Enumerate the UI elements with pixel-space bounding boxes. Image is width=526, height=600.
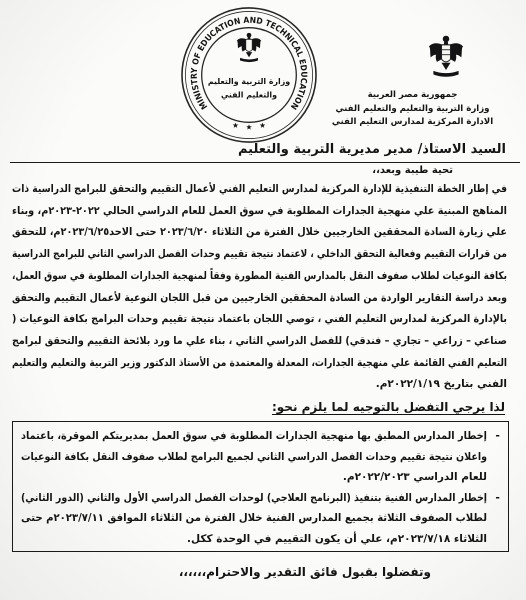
body-line: صناعي – زراعي – تجاري – فندقي) للفصل الدراسي الثاني ، بناء علي ما ورد بلائحة التقييم والتحقق لبرامج — [12, 334, 507, 347]
body-line: وبعد دراسة التقارير الواردة من السادة المحققين الخارجيين من قبل اللجان النوعية لأعمال التقييم والتحقق — [12, 291, 507, 304]
directive-line: إخطار المدارس الفنية بتنفيذ (البرنامج العلاجي) لوحدات الفصل الدراسي الأول والثاني (الدور الثاني) — [20, 491, 488, 504]
letterhead — [325, 89, 500, 130]
body-line: علي زيارة السادة المحققين الخارجيين خلال الفترة من الثلاثاء ٢٠٢٣/٦/٢٠ حتى الاحد٢٠٢٣/٦/٢٥م، للتحقق — [11, 226, 508, 239]
seal-stars — [233, 123, 266, 130]
directive-line: لطلاب الصفوف الثلاثة بجميع المدارس الفنية خلال الفترة من الثلاثاء الموافق ٢٠٢٣/٧/١١م حتى — [21, 512, 487, 524]
body-line: التعليم الفني القائمة علي منهجية الجدارات، المعدلة والمعتمدة من الأستاذ الدكتور وزير التربية والتعليم والتعليم — [11, 356, 508, 369]
body-line: بالإدارة المركزية لمدارس التعليم الفني ، توصي اللجان باعتماد نتيجة تقييم وحدات البرامج بكافة النوعيات ( — [11, 313, 507, 326]
request-heading-text: لذا يرجي التفضل بالتوجيه لما يلزم نحو: — [271, 400, 505, 414]
letterhead-country: جمهورية مصر العربية — [367, 90, 458, 100]
body-line: بكافة النوعيات لطلاب صفوف النقل بالمدارس الفنية المطورة وفقاً لمنهجية الجدارات المطلوبة في سوق العمل، — [11, 269, 508, 282]
directive-line: واعلان نتيجة تقييم وحدات الفصل الدراسي الثاني لجميع البرامج لطلاب صفوف النقل بكافة النوعيات — [21, 450, 487, 463]
seal-ring-text: MINISTRY OF EDUCATION AND TECHNICAL EDUCATION — [188, 14, 310, 113]
directive-line: الثلاثاء ٢٠٢٣/٧/١٨م، علي أن يكون التقييم في الوحدة ككل. — [187, 532, 487, 545]
letterhead-ministry: وزارة التربية والتعليم والتعليم الفني — [335, 103, 490, 114]
greeting: تحية طيبة وبعد،، — [372, 165, 453, 176]
letterhead-department: الادارة المركزية لمدارس التعليم الفني — [331, 117, 494, 128]
letter-body — [12, 179, 507, 396]
directive-text — [21, 488, 487, 550]
body-line: المناهج المبنية علي منهجية الجدارات المطلوبة في سوق العمل للعام الدراسي الحالي ٢٠٢٢-٢٠٢٣م، وبناء — [11, 204, 508, 217]
body-line: من قرارات التقييم وفعالية التحقق الداخلي ، لاعتماد نتيجة تقييم وحدات الفصل الدراسي الثاني للبرامج الدراسية — [11, 248, 508, 261]
egypt-eagle-emblem-icon — [428, 34, 464, 79]
directives-box — [12, 421, 509, 552]
directive-item — [13, 488, 508, 550]
directive-item — [13, 426, 508, 488]
bullet-marker: - — [495, 429, 500, 442]
seal-center-line: والتعليم الفني — [220, 90, 278, 100]
addressee: السيد الاستاذ/ مدير مديرية التربية والتعليم — [237, 142, 506, 157]
directive-line: إخطار المدارس المطبق بها منهجية الجدارات المطلوبة في سوق العمل بمديريتكم الموقرة، باعتماد — [21, 430, 488, 442]
body-line: في إطار الخطة التنفيذية للإدارة المركزية لمدارس التعليم الفني لأعمال التقييم والتحقق للبرامج الدراسية ذات — [11, 183, 508, 195]
bullet-marker: - — [495, 490, 500, 504]
seal-eagle-icon — [237, 33, 261, 62]
request-heading — [205, 397, 505, 417]
ministry-seal-icon — [180, 6, 318, 144]
directive-line: للعام الدراسي ٢٠٢٢/٢٠٢٣م. — [342, 471, 487, 483]
directive-text — [21, 426, 487, 488]
seal-center-line: وزارة التربية والتعليم — [207, 76, 291, 86]
closing-salutation: وتفضلوا بقبول فائق التقدير والاحترام،،،،،، — [178, 565, 431, 579]
body-line: الفني بتاريخ ٢٠٢٢/١/١٩م. — [375, 378, 507, 391]
